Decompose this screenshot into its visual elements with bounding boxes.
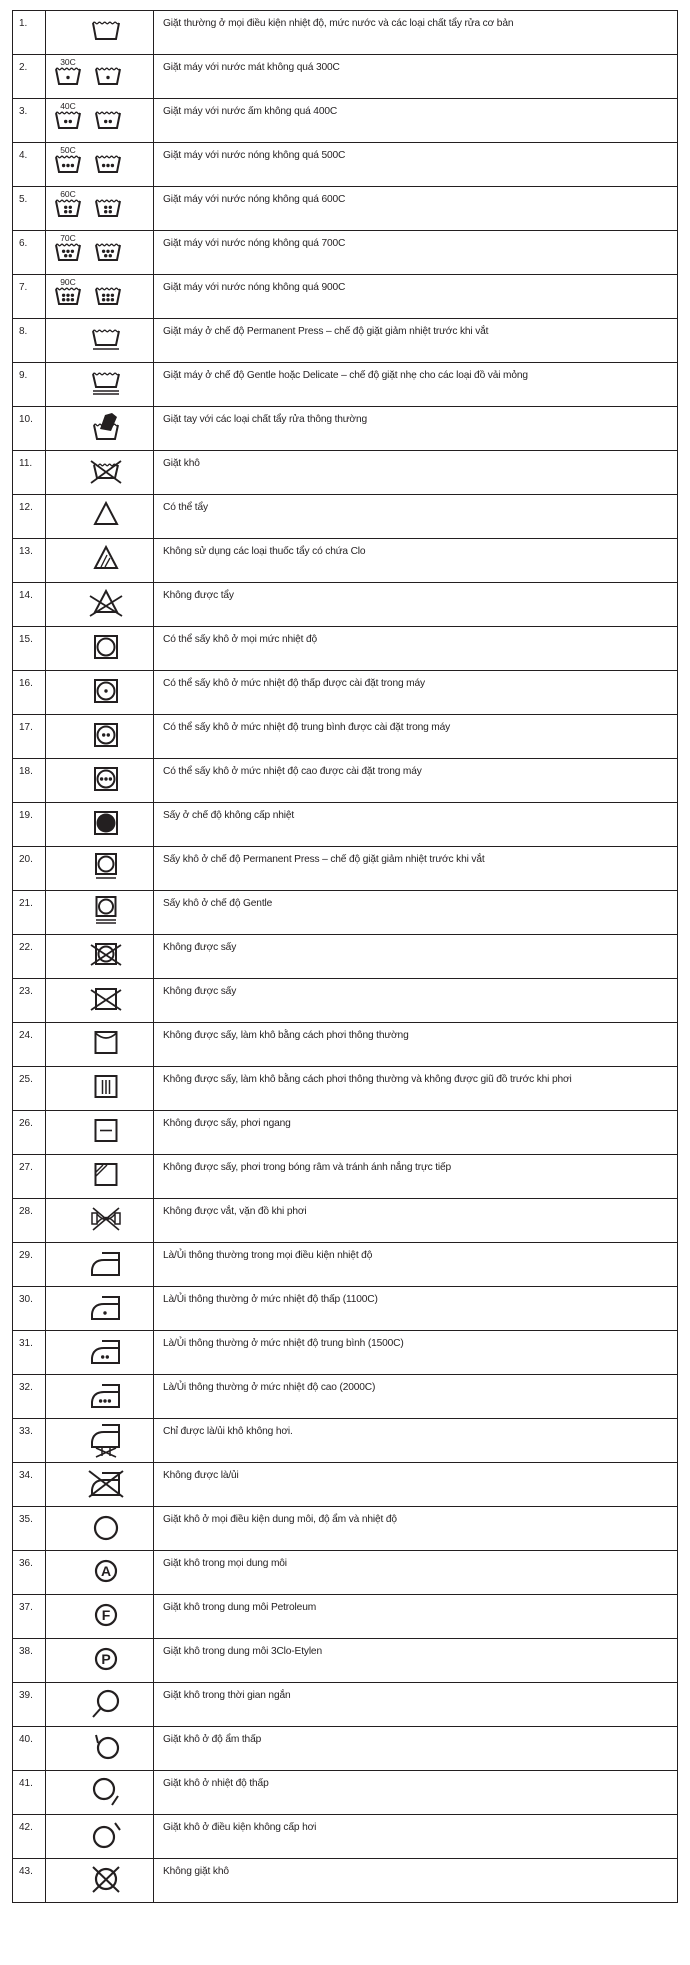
row-number: 13.: [13, 539, 46, 583]
symbol-cell: [46, 891, 154, 935]
svg-text:50C: 50C: [60, 145, 76, 155]
tumble-dry-gentle-icon: [46, 891, 154, 935]
symbol-description: Có thể sấy khô ở mức nhiệt độ cao được cài đặt trong máy: [154, 759, 678, 803]
table-row: [13, 539, 678, 583]
wash-dots-icon: [46, 143, 154, 187]
symbol-cell: [46, 1331, 154, 1375]
table-row: [13, 1639, 678, 1683]
symbol-description: Có thể tẩy: [154, 495, 678, 539]
row-number: 16.: [13, 671, 46, 715]
symbol-description: Không được sấy: [154, 935, 678, 979]
symbol-description: Giặt khô ở điều kiện không cấp hơi: [154, 1815, 678, 1859]
wash-gentle-icon: [46, 363, 154, 407]
iron-dots-icon: [46, 1375, 154, 1419]
table-row: [13, 231, 678, 275]
row-number: 38.: [13, 1639, 46, 1683]
symbol-cell: [46, 1727, 154, 1771]
table-row: [13, 583, 678, 627]
row-number: 36.: [13, 1551, 46, 1595]
table-row: [13, 1507, 678, 1551]
symbol-cell: [46, 187, 154, 231]
do-not-wash-icon: [46, 451, 154, 495]
tumble-dry-no-heat-icon: [46, 803, 154, 847]
symbol-cell: [46, 1595, 154, 1639]
symbol-description: Chỉ được là/ủi khô không hơi.: [154, 1419, 678, 1463]
svg-text:30C: 30C: [60, 57, 76, 67]
symbol-cell: [46, 671, 154, 715]
table-row: [13, 143, 678, 187]
row-number: 26.: [13, 1111, 46, 1155]
table-row: [13, 891, 678, 935]
table-row: [13, 1331, 678, 1375]
table-row: [13, 1199, 678, 1243]
row-number: 9.: [13, 363, 46, 407]
symbol-cell: [46, 1463, 154, 1507]
symbol-cell: [46, 451, 154, 495]
svg-text:P: P: [101, 1651, 111, 1667]
row-number: 20.: [13, 847, 46, 891]
symbol-cell: [46, 1067, 154, 1111]
row-number: 19.: [13, 803, 46, 847]
row-number: 42.: [13, 1815, 46, 1859]
dry-clean-letter-icon: [46, 1595, 154, 1639]
table-row: [13, 979, 678, 1023]
symbol-description: Giặt khô: [154, 451, 678, 495]
dry-clean-no-steam-icon: [46, 1815, 154, 1859]
tumble-dry-dots-icon: [46, 715, 154, 759]
symbol-cell: [46, 979, 154, 1023]
symbol-cell: [46, 759, 154, 803]
symbol-description: Không được là/ủi: [154, 1463, 678, 1507]
table-row: [13, 451, 678, 495]
dry-clean-icon: [46, 1507, 154, 1551]
symbol-description: Giặt máy với nước nóng không quá 500C: [154, 143, 678, 187]
symbol-description: Giặt tay với các loại chất tẩy rửa thông thường: [154, 407, 678, 451]
symbol-description: Giặt máy với nước nóng không quá 700C: [154, 231, 678, 275]
wash-tub-icon: [46, 11, 154, 55]
row-number: 5.: [13, 187, 46, 231]
row-number: 10.: [13, 407, 46, 451]
symbol-description: Giặt máy ở chế độ Permanent Press – chế độ giặt giảm nhiệt trước khi vắt: [154, 319, 678, 363]
table-row: [13, 99, 678, 143]
row-number: 32.: [13, 1375, 46, 1419]
symbol-description: Không sử dụng các loại thuốc tẩy có chứa Clo: [154, 539, 678, 583]
symbol-cell: [46, 1859, 154, 1903]
table-row: [13, 1243, 678, 1287]
care-symbols-table: [12, 10, 678, 1903]
do-not-iron-icon: [46, 1463, 154, 1507]
row-number: 1.: [13, 11, 46, 55]
row-number: 7.: [13, 275, 46, 319]
row-number: 12.: [13, 495, 46, 539]
row-number: 31.: [13, 1331, 46, 1375]
row-number: 25.: [13, 1067, 46, 1111]
symbol-description: Giặt khô trong dung môi Petroleum: [154, 1595, 678, 1639]
symbol-cell: [46, 1683, 154, 1727]
symbol-description: Không được sấy: [154, 979, 678, 1023]
symbol-cell: [46, 627, 154, 671]
symbol-description: Không được sấy, phơi trong bóng râm và tránh ánh nắng trực tiếp: [154, 1155, 678, 1199]
row-number: 15.: [13, 627, 46, 671]
row-number: 21.: [13, 891, 46, 935]
svg-text:90C: 90C: [60, 277, 76, 287]
symbol-cell: [46, 1023, 154, 1067]
table-row: [13, 1815, 678, 1859]
symbol-cell: [46, 1375, 154, 1419]
row-number: 18.: [13, 759, 46, 803]
table-row: [13, 671, 678, 715]
symbol-cell: [46, 275, 154, 319]
table-row: [13, 319, 678, 363]
symbol-description: Giặt thường ở mọi điều kiện nhiệt độ, mức nước và các loại chất tẩy rửa cơ bản: [154, 11, 678, 55]
table-row: [13, 1419, 678, 1463]
row-number: 37.: [13, 1595, 46, 1639]
do-not-dry-clean-icon: [46, 1859, 154, 1903]
table-row: [13, 627, 678, 671]
symbol-description: Giặt khô ở nhiệt độ thấp: [154, 1771, 678, 1815]
symbol-cell: [46, 143, 154, 187]
table-row: [13, 759, 678, 803]
symbol-description: Giặt khô ở mọi điều kiện dung môi, độ ẩm và nhiệt độ: [154, 1507, 678, 1551]
symbol-description: Sấy ở chế độ không cấp nhiệt: [154, 803, 678, 847]
symbol-cell: [46, 319, 154, 363]
symbol-description: Có thể sấy khô ở mức nhiệt độ thấp được cài đặt trong máy: [154, 671, 678, 715]
table-row: [13, 935, 678, 979]
table-row: [13, 1111, 678, 1155]
table-row: [13, 1683, 678, 1727]
table-row: [13, 55, 678, 99]
svg-text:70C: 70C: [60, 233, 76, 243]
row-number: 11.: [13, 451, 46, 495]
iron-icon: [46, 1243, 154, 1287]
symbol-cell: [46, 1639, 154, 1683]
symbol-description: Có thể sấy khô ở mức nhiệt độ trung bình được cài đặt trong máy: [154, 715, 678, 759]
do-not-bleach-icon: [46, 583, 154, 627]
symbol-cell: [46, 495, 154, 539]
table-row: [13, 363, 678, 407]
table-row: [13, 1155, 678, 1199]
symbol-description: Không được vắt, vặn đồ khi phơi: [154, 1199, 678, 1243]
symbol-description: Giặt máy với nước nóng không quá 600C: [154, 187, 678, 231]
symbol-description: Giặt khô trong dung môi 3Clo-Etylen: [154, 1639, 678, 1683]
symbol-description: Là/Ủi thông thường ở mức nhiệt độ trung bình (1500C): [154, 1331, 678, 1375]
symbol-description: Giặt máy với nước ấm không quá 400C: [154, 99, 678, 143]
symbol-cell: [46, 1771, 154, 1815]
symbol-cell: [46, 55, 154, 99]
symbol-description: Có thể sấy khô ở mọi mức nhiệt độ: [154, 627, 678, 671]
table-row: [13, 11, 678, 55]
row-number: 3.: [13, 99, 46, 143]
dry-in-shade-icon: [46, 1155, 154, 1199]
row-number: 8.: [13, 319, 46, 363]
table-row: [13, 1859, 678, 1903]
line-dry-icon: [46, 1023, 154, 1067]
symbol-cell: [46, 1507, 154, 1551]
wash-dots-icon: [46, 99, 154, 143]
row-number: 40.: [13, 1727, 46, 1771]
tumble-dry-icon: [46, 627, 154, 671]
row-number: 35.: [13, 1507, 46, 1551]
row-number: 4.: [13, 143, 46, 187]
symbol-cell: [46, 935, 154, 979]
tumble-dry-dots-icon: [46, 671, 154, 715]
symbol-description: Giặt khô trong mọi dung môi: [154, 1551, 678, 1595]
row-number: 14.: [13, 583, 46, 627]
svg-text:60C: 60C: [60, 189, 76, 199]
dry-clean-short-cycle-icon: [46, 1683, 154, 1727]
bleach-icon: [46, 495, 154, 539]
symbol-cell: [46, 99, 154, 143]
row-number: 17.: [13, 715, 46, 759]
iron-dots-icon: [46, 1331, 154, 1375]
row-number: 28.: [13, 1199, 46, 1243]
symbol-description: Giặt khô trong thời gian ngắn: [154, 1683, 678, 1727]
table-row: [13, 1551, 678, 1595]
symbol-cell: [46, 1111, 154, 1155]
table-row: [13, 803, 678, 847]
symbol-cell: [46, 1155, 154, 1199]
symbol-cell: [46, 1815, 154, 1859]
symbol-cell: [46, 715, 154, 759]
symbol-description: Không được sấy, làm khô bằng cách phơi thông thường và không được giũ đồ trước khi phơi: [154, 1067, 678, 1111]
table-row: [13, 495, 678, 539]
wash-dots-icon: [46, 231, 154, 275]
table-row: [13, 1067, 678, 1111]
table-row: [13, 1287, 678, 1331]
row-number: 39.: [13, 1683, 46, 1727]
table-row: [13, 407, 678, 451]
wash-dots-icon: [46, 275, 154, 319]
symbol-cell: [46, 231, 154, 275]
table-row: [13, 1023, 678, 1067]
symbol-cell: [46, 1287, 154, 1331]
dry-clean-reduced-moisture-icon: [46, 1727, 154, 1771]
symbol-description: Không giặt khô: [154, 1859, 678, 1903]
symbol-cell: [46, 1243, 154, 1287]
non-chlorine-bleach-icon: [46, 539, 154, 583]
symbol-description: Là/Ủi thông thường trong mọi điều kiện nhiệt độ: [154, 1243, 678, 1287]
symbol-cell: [46, 539, 154, 583]
row-number: 29.: [13, 1243, 46, 1287]
symbol-cell: [46, 1419, 154, 1463]
symbol-description: Là/Ủi thông thường ở mức nhiệt độ thấp (1100C): [154, 1287, 678, 1331]
symbol-cell: [46, 363, 154, 407]
dry-flat-icon: [46, 1111, 154, 1155]
table-row: [13, 275, 678, 319]
dry-clean-letter-icon: [46, 1639, 154, 1683]
tumble-dry-permanent-press-icon: [46, 847, 154, 891]
symbol-description: Giặt máy ở chế độ Gentle hoặc Delicate – chế độ giặt nhẹ cho các loại đồ vải mỏng: [154, 363, 678, 407]
row-number: 22.: [13, 935, 46, 979]
symbol-description: Sấy khô ở chế độ Permanent Press – chế độ giặt giảm nhiệt trước khi vắt: [154, 847, 678, 891]
table-row: [13, 187, 678, 231]
row-number: 27.: [13, 1155, 46, 1199]
wash-dots-icon: [46, 55, 154, 99]
iron-no-steam-icon: [46, 1419, 154, 1463]
do-not-wring-icon: [46, 1199, 154, 1243]
do-not-dry-icon: [46, 979, 154, 1023]
row-number: 23.: [13, 979, 46, 1023]
dry-clean-low-heat-icon: [46, 1771, 154, 1815]
table-row: [13, 1727, 678, 1771]
hand-wash-icon: [46, 407, 154, 451]
row-number: 34.: [13, 1463, 46, 1507]
symbol-cell: [46, 407, 154, 451]
table-row: [13, 1595, 678, 1639]
symbol-description: Là/Ủi thông thường ở mức nhiệt độ cao (2000C): [154, 1375, 678, 1419]
table-row: [13, 847, 678, 891]
symbol-description: Sấy khô ở chế độ Gentle: [154, 891, 678, 935]
symbol-cell: [46, 1551, 154, 1595]
symbol-cell: [46, 803, 154, 847]
row-number: 33.: [13, 1419, 46, 1463]
table-row: [13, 1771, 678, 1815]
symbol-description: Không được sấy, làm khô bằng cách phơi thông thường: [154, 1023, 678, 1067]
wash-permanent-press-icon: [46, 319, 154, 363]
svg-text:40C: 40C: [60, 101, 76, 111]
table-row: [13, 1375, 678, 1419]
row-number: 6.: [13, 231, 46, 275]
table-row: [13, 1463, 678, 1507]
symbol-description: Không được tẩy: [154, 583, 678, 627]
symbol-cell: [46, 847, 154, 891]
row-number: 24.: [13, 1023, 46, 1067]
iron-dots-icon: [46, 1287, 154, 1331]
row-number: 2.: [13, 55, 46, 99]
row-number: 43.: [13, 1859, 46, 1903]
svg-text:F: F: [101, 1607, 111, 1623]
do-not-tumble-dry-icon: [46, 935, 154, 979]
symbol-description: Giặt khô ở độ ẩm thấp: [154, 1727, 678, 1771]
symbol-description: Giặt máy với nước mát không quá 300C: [154, 55, 678, 99]
symbol-description: Không được sấy, phơi ngang: [154, 1111, 678, 1155]
tumble-dry-dots-icon: [46, 759, 154, 803]
dry-clean-letter-icon: [46, 1551, 154, 1595]
wash-dots-icon: [46, 187, 154, 231]
row-number: 41.: [13, 1771, 46, 1815]
symbol-cell: [46, 1199, 154, 1243]
symbol-cell: [46, 11, 154, 55]
svg-text:A: A: [100, 1563, 112, 1579]
table-row: [13, 715, 678, 759]
symbol-cell: [46, 583, 154, 627]
drip-dry-icon: [46, 1067, 154, 1111]
row-number: 30.: [13, 1287, 46, 1331]
symbol-description: Giặt máy với nước nóng không quá 900C: [154, 275, 678, 319]
